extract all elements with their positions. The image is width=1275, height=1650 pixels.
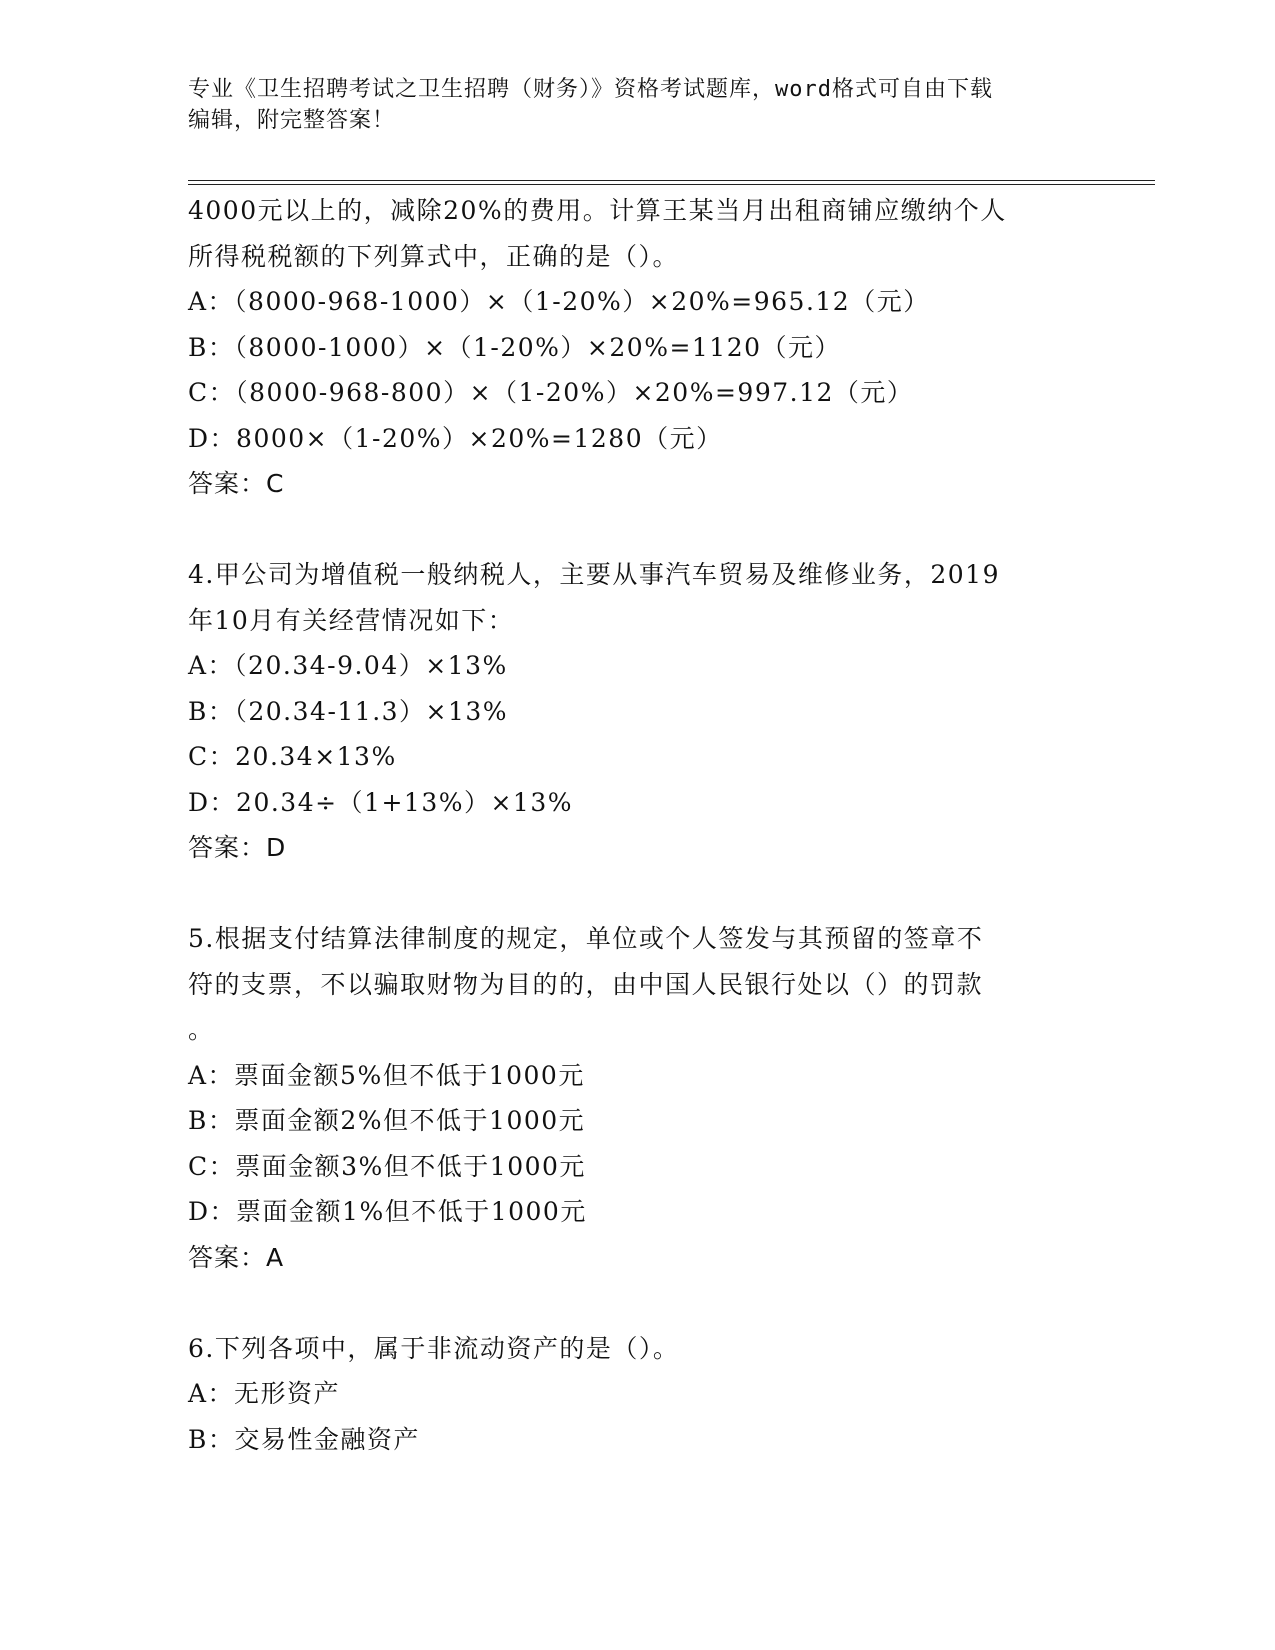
option-b: B：（20.34-11.3）×13% [188, 696, 509, 726]
option-b: B：票面金额2%但不低于1000元 [188, 1106, 586, 1135]
option-a: A：票面金额5%但不低于1000元 [188, 1060, 585, 1090]
header-rule-top [188, 180, 1155, 181]
question-block [188, 1326, 1088, 1463]
question-stem-line: 6.下列各项中，属于非流动资产的是（）。 [188, 1333, 680, 1363]
question-list [188, 188, 1088, 1462]
header-line-1: 专业《卫生招聘考试之卫生招聘（财务）》资格考试题库，word格式可自由下载 [188, 77, 993, 102]
answer-line: 答案：D [188, 833, 287, 862]
answer-line: 答案：C [188, 469, 285, 498]
spacer [188, 507, 1088, 553]
option-c: C：20.34×13% [188, 742, 397, 771]
header-line-2: 编辑，附完整答案！ [188, 108, 396, 133]
option-a: A：（20.34-9.04）×13% [188, 651, 508, 680]
question-stem-line: 5.根据支付结算法律制度的规定，单位或个人签发与其预留的签章不 [188, 924, 984, 953]
question-stem-line: 年10月有关经营情况如下： [188, 605, 515, 635]
option-d: D：票面金额1%但不低于1000元 [188, 1197, 587, 1226]
answer-line: 答案：A [188, 1242, 285, 1272]
spacer [188, 871, 1088, 917]
question-stem-line: 。 [188, 1015, 215, 1044]
option-a: A：（8000-968-1000）×（1-20%）×20%=965.12（元） [188, 287, 930, 316]
page-header [188, 74, 1088, 136]
question-stem-line: 符的支票，不以骗取财物为目的的，由中国人民银行处以（）的罚款 [188, 969, 984, 999]
option-c: C：（8000-968-800）×（1-20%）×20%=997.12（元） [188, 378, 914, 407]
option-d: D：8000×（1-20%）×20%=1280（元） [188, 423, 723, 453]
question-stem-line: 4000元以上的，减除20%的费用。计算王某当月出租商铺应缴纳个人 [188, 196, 1007, 225]
header-rule-bottom [188, 184, 1155, 185]
option-a: A：无形资产 [188, 1379, 341, 1408]
option-b: B：交易性金融资产 [188, 1424, 420, 1454]
question-block [188, 916, 1088, 1280]
option-d: D：20.34÷（1+13%）×13% [188, 787, 573, 817]
question-block [188, 552, 1088, 871]
question-stem-line: 4.甲公司为增值税一般纳税人，主要从事汽车贸易及维修业务，2019 [188, 560, 1000, 589]
spacer [188, 1280, 1088, 1326]
option-b: B：（8000-1000）×（1-20%）×20%=1120（元） [188, 332, 842, 362]
question-stem-line: 所得税税额的下列算式中，正确的是（）。 [188, 241, 680, 271]
question-block [188, 188, 1088, 507]
option-c: C：票面金额3%但不低于1000元 [188, 1151, 586, 1181]
